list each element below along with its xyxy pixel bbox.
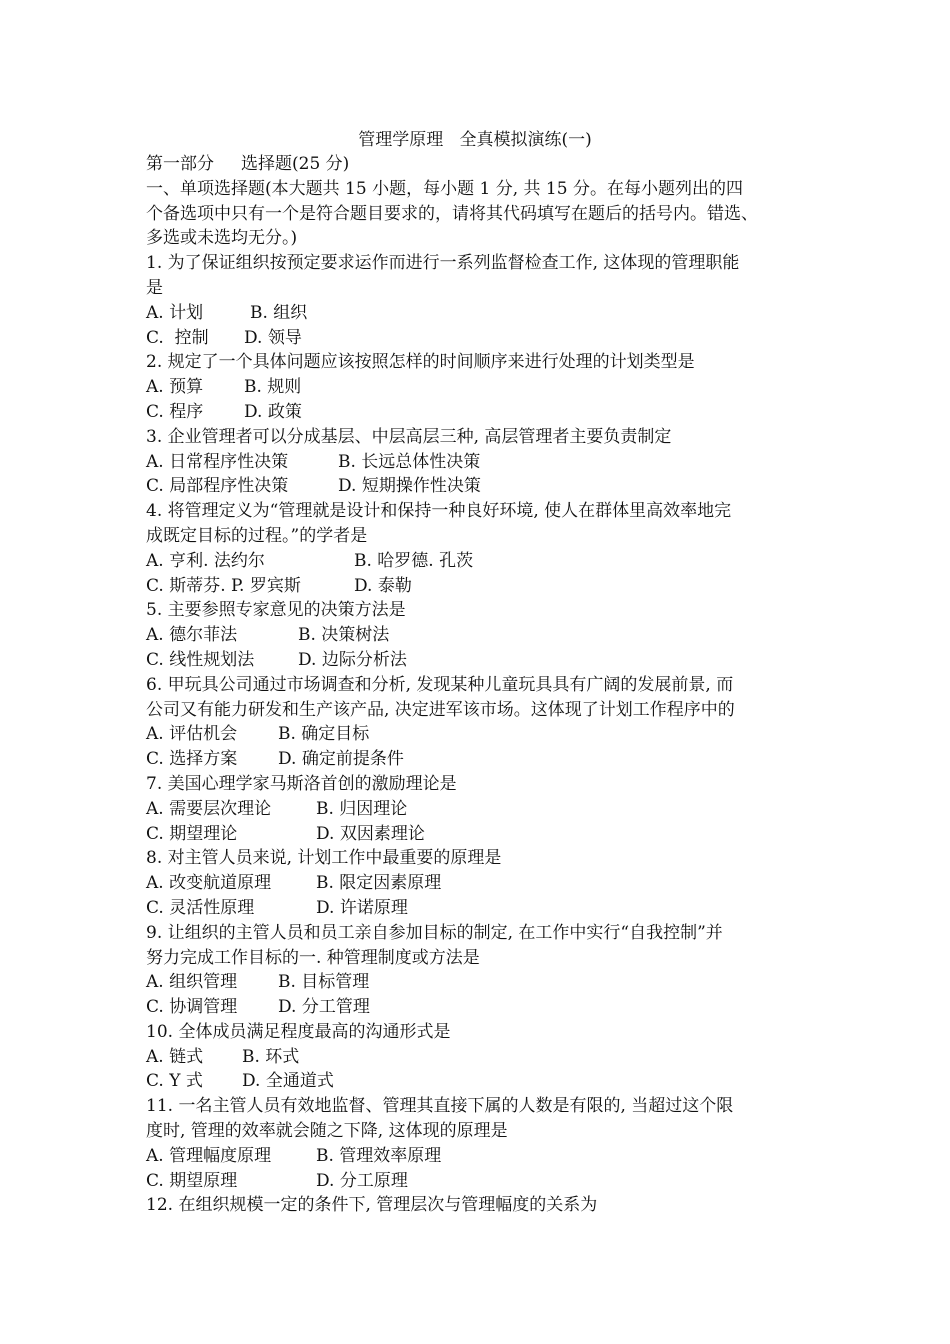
section-instruction-line: 多选或未选均无分。) (146, 228, 298, 249)
option-row (146, 896, 826, 921)
document-body (146, 152, 826, 1218)
answer-option: B. 哈罗德. 孔茨 (354, 550, 474, 571)
answer-option: B. 组织 (250, 302, 308, 323)
question-text-line: 是 (146, 277, 163, 298)
option-row (146, 623, 826, 648)
question (146, 846, 826, 920)
question-text-line: 努力完成工作目标的一. 种管理制度或方法是 (146, 947, 480, 968)
answer-option: C. Y 式 (146, 1071, 203, 1092)
answer-option: C. 控制 (146, 327, 209, 348)
question (146, 1020, 826, 1094)
option-row (146, 1069, 826, 1094)
option-row (146, 1045, 826, 1070)
answer-option: C. 协调管理 (146, 997, 238, 1018)
answer-option: D. 确定前提条件 (278, 749, 404, 770)
section-instruction-line: 个备选项中只有一个是符合题目要求的，请将其代码填写在题后的括号内。错选、 (146, 203, 758, 224)
answer-option: C. 斯蒂芬. P. 罗宾斯 (146, 575, 301, 596)
answer-option: B. 目标管理 (278, 972, 370, 993)
answer-option: C. 期望原理 (146, 1170, 238, 1191)
option-row (146, 1144, 826, 1169)
answer-option: A. 预算 (146, 377, 204, 398)
question-text-line: 7. 美国心理学家马斯洛首创的激励理论是 (146, 773, 457, 794)
question (146, 772, 826, 846)
answer-option: D. 双因素理论 (316, 823, 425, 844)
option-row (146, 1169, 826, 1194)
option-row (146, 400, 826, 425)
answer-option: D. 许诺原理 (316, 897, 408, 918)
answer-option: A. 德尔菲法 (146, 625, 238, 646)
answer-option: B. 规则 (244, 377, 302, 398)
question (146, 499, 826, 598)
part-heading: 第一部分 选择题(25 分) (146, 154, 350, 174)
question (146, 251, 826, 350)
question (146, 673, 826, 772)
answer-option: B. 环式 (242, 1046, 300, 1067)
question-text-line: 公司又有能力研发和生产该产品, 决定进军该市场。这体现了计划工作程序中的 (146, 699, 735, 720)
answer-option: C. 线性规划法 (146, 649, 255, 670)
question-text-line: 5. 主要参照专家意见的决策方法是 (146, 600, 406, 621)
question-text-line: 1. 为了保证组织按预定要求运作而进行一系列监督检查工作, 这体现的管理职能 (146, 253, 740, 274)
answer-option: A. 组织管理 (146, 972, 238, 993)
option-row (146, 474, 826, 499)
question (146, 598, 826, 672)
question (146, 1193, 826, 1218)
option-row (146, 722, 826, 747)
option-row (146, 871, 826, 896)
answer-option: C. 期望理论 (146, 823, 238, 844)
answer-option: C. 局部程序性决策 (146, 476, 289, 497)
answer-option: D. 边际分析法 (298, 649, 407, 670)
answer-option: B. 长远总体性决策 (338, 451, 481, 472)
answer-option: D. 全通道式 (242, 1071, 334, 1092)
option-row (146, 970, 826, 995)
question-text-line: 6. 甲玩具公司通过市场调查和分析, 发现某种儿童玩具具有广阔的发展前景, 而 (146, 674, 734, 695)
option-row (146, 747, 826, 772)
answer-option: B. 归因理论 (316, 798, 408, 819)
answer-option: A. 改变航道原理 (146, 873, 272, 894)
question-text-line: 2. 规定了一个具体问题应该按照怎样的时间顺序来进行处理的计划类型是 (146, 352, 695, 373)
question (146, 1094, 826, 1193)
answer-option: C. 程序 (146, 401, 204, 422)
question-text-line: 4. 将管理定义为“管理就是设计和保持一种良好环境, 使人在群体里高效率地完 (146, 501, 732, 522)
option-row (146, 549, 826, 574)
question (146, 350, 826, 424)
answer-option: A. 链式 (146, 1046, 204, 1067)
answer-option: D. 领导 (244, 327, 302, 348)
section-instruction-line: 一、单项选择题(本大题共 15 小题，每小题 1 分, 共 15 分。在每小题列出的四 (146, 178, 743, 199)
answer-option: C. 灵活性原理 (146, 897, 255, 918)
answer-option: B. 决策树法 (298, 625, 390, 646)
option-row (146, 450, 826, 475)
question (146, 921, 826, 1020)
answer-option: D. 泰勒 (354, 575, 412, 596)
answer-option: D. 分工管理 (278, 997, 370, 1018)
answer-option: C. 选择方案 (146, 749, 238, 770)
page-title: 管理学原理 全真模拟演练(一) (358, 130, 592, 150)
answer-option: D. 短期操作性决策 (338, 476, 481, 497)
answer-option: A. 需要层次理论 (146, 798, 272, 819)
question-text-line: 成既定目标的过程。”的学者是 (146, 525, 368, 546)
question-list (146, 251, 826, 1218)
option-row (146, 301, 826, 326)
option-row (146, 648, 826, 673)
answer-option: A. 日常程序性决策 (146, 451, 289, 472)
question-text-line: 3. 企业管理者可以分成基层、中层高层三种, 高层管理者主要负责制定 (146, 426, 672, 447)
answer-option: D. 分工原理 (316, 1170, 408, 1191)
question-text-line: 8. 对主管人员来说, 计划工作中最重要的原理是 (146, 848, 502, 869)
option-row (146, 375, 826, 400)
answer-option: A. 计划 (146, 302, 204, 323)
option-row (146, 995, 826, 1020)
option-row (146, 822, 826, 847)
answer-option: B. 管理效率原理 (316, 1145, 442, 1166)
question-text-line: 9. 让组织的主管人员和员工亲自参加目标的制定, 在工作中实行“自我控制”并 (146, 922, 723, 943)
option-row (146, 797, 826, 822)
answer-option: A. 亨利. 法约尔 (146, 550, 265, 571)
answer-option: B. 限定因素原理 (316, 873, 442, 894)
question-text-line: 10. 全体成员满足程度最高的沟通形式是 (146, 1021, 451, 1042)
question-text-line: 12. 在组织规模一定的条件下, 管理层次与管理幅度的关系为 (146, 1195, 598, 1216)
answer-option: D. 政策 (244, 401, 302, 422)
answer-option: A. 管理幅度原理 (146, 1145, 272, 1166)
question-text-line: 度时, 管理的效率就会随之下降, 这体现的原理是 (146, 1121, 508, 1142)
answer-option: A. 评估机会 (146, 724, 238, 745)
option-row (146, 326, 826, 351)
question-text-line: 11. 一名主管人员有效地监督、管理其直接下属的人数是有限的, 当超过这个限 (146, 1096, 734, 1117)
question (146, 425, 826, 499)
answer-option: B. 确定目标 (278, 724, 370, 745)
option-row (146, 574, 826, 599)
